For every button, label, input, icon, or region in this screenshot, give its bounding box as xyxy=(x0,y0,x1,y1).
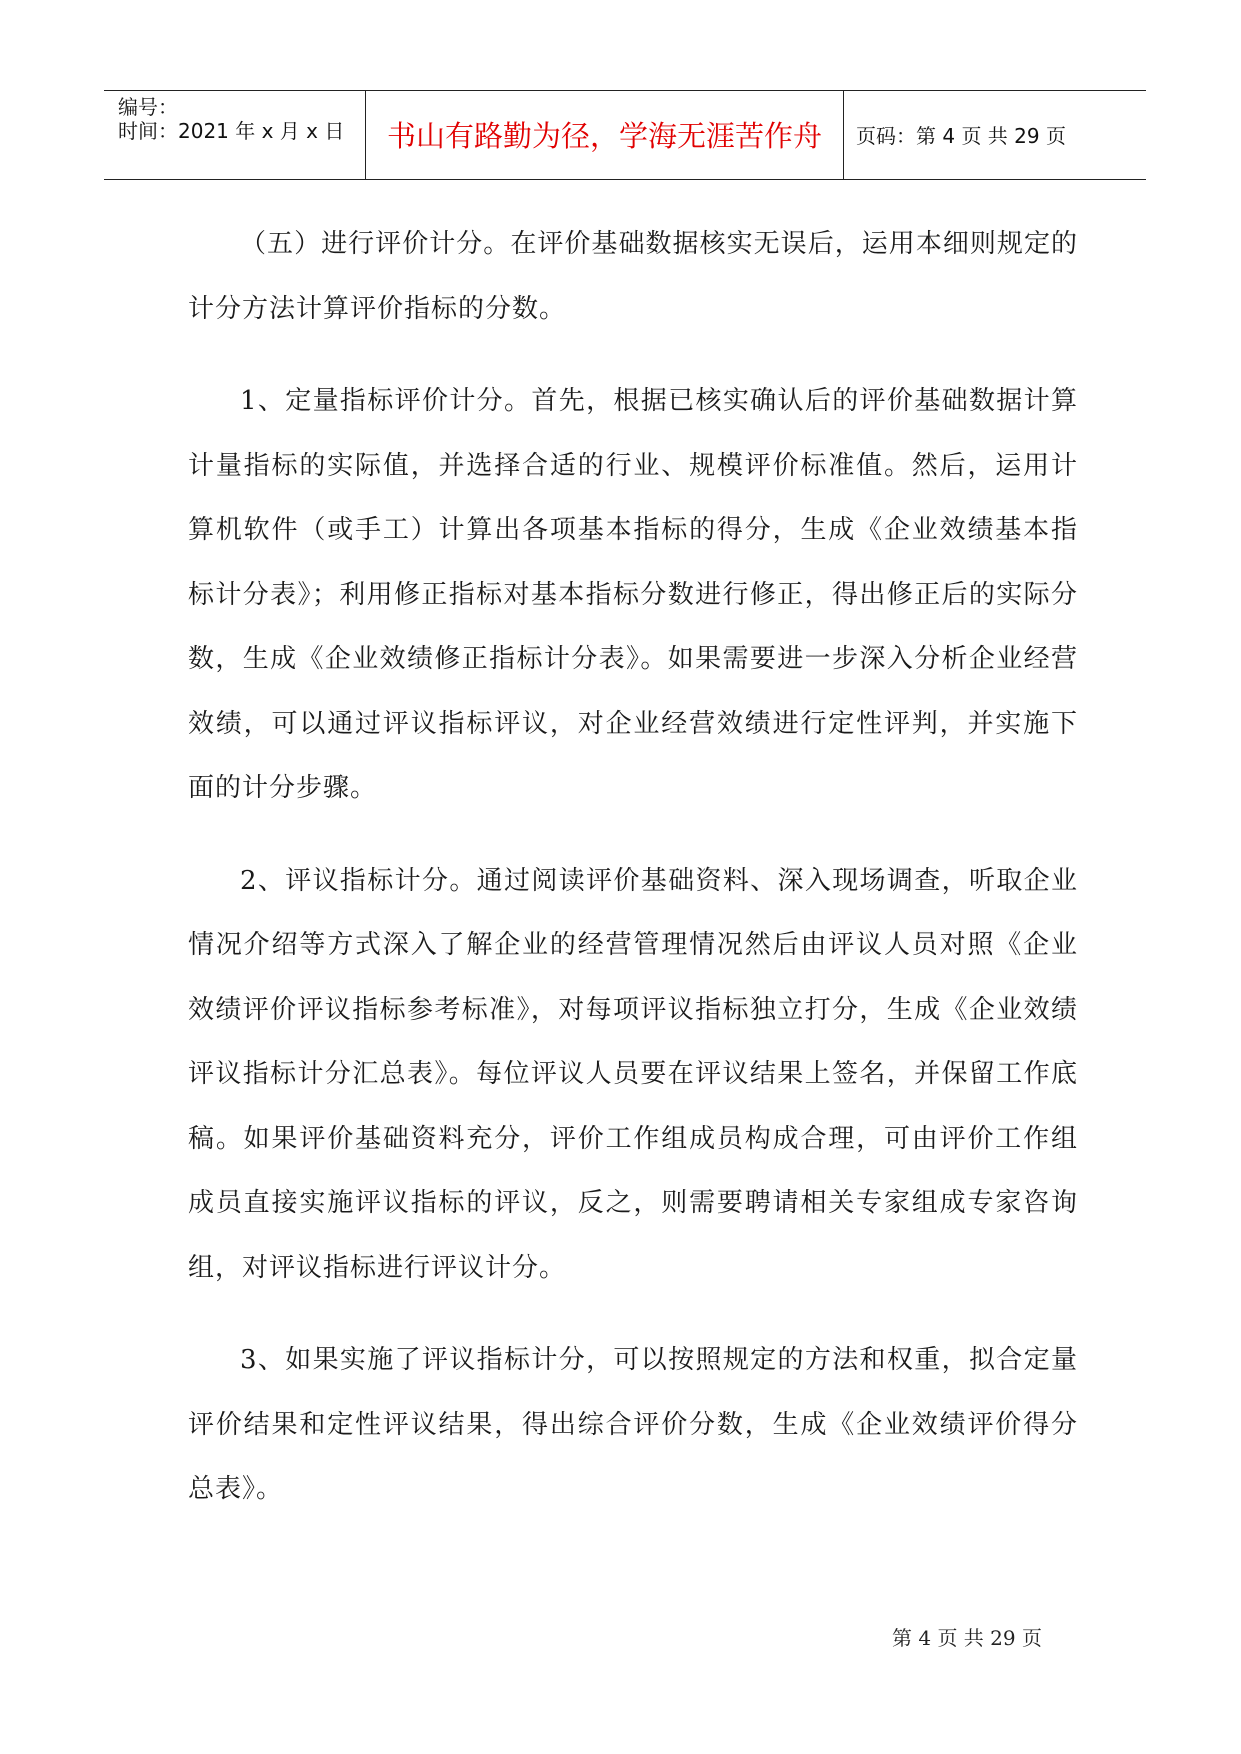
header-motto: 书山有路勤为径，学海无涯苦作舟 xyxy=(386,119,822,153)
header-page-cell xyxy=(844,91,1146,179)
paragraph-scoring: （五）进行评价计分。在评价基础数据核实无误后，运用本细则规定的计分方法计算评价指标的分数。 xyxy=(188,229,1078,324)
document-body xyxy=(188,212,1078,1550)
page-header xyxy=(104,90,1146,180)
page-footer-number: 第 4 页 共 29 页 xyxy=(892,1626,1042,1650)
header-page-number: 页码：第 4 页 共 29 页 xyxy=(856,124,1066,148)
header-motto-cell xyxy=(366,91,844,179)
document-number-label: 编号： xyxy=(118,95,178,119)
paragraph-quantitative-scoring: 1、定量指标评价计分。首先，根据已核实确认后的评价基础数据计算计量指标的实际值，并选择合适的行业、规模评价标准值。然后，运用计算机软件（或手工）计算出各项基本指标的得分，生成《企业效绩基本指标计分表》；利用修正指标对基本指标分数进行修正，得出修正后的实际分数，生成《企业效绩修正指标计分表》。如果需要进一步深入分析企业经营效绩，可以通过评议指标评议，对企业经营效绩进行定性评判，并实施下面的计分步骤。 xyxy=(188,386,1078,803)
document-time-label: 时间：2021 年 x 月 x 日 xyxy=(118,119,345,143)
paragraph-qualitative-scoring: 2、评议指标计分。通过阅读评价基础资料、深入现场调查，听取企业情况介绍等方式深入了解企业的经营管理情况然后由评议人员对照《企业效绩评价评议指标参考标准》，对每项评议指标独立打分，生成《企业效绩评议指标计分汇总表》。每位评议人员要在评议结果上签名，并保留工作底稿。如果评价基础资料充分，评价工作组成员构成合理，可由评价工作组成员直接实施评议指标的评议，反之，则需要聘请相关专家组成专家咨询组，对评议指标进行评议计分。 xyxy=(188,865,1078,1283)
paragraph-combined-scoring: 3、如果实施了评议指标计分，可以按照规定的方法和权重，拟合定量评价结果和定性评议结果，得出综合评价分数，生成《企业效绩评价得分总表》。 xyxy=(188,1345,1078,1504)
header-meta-cell xyxy=(104,91,366,179)
